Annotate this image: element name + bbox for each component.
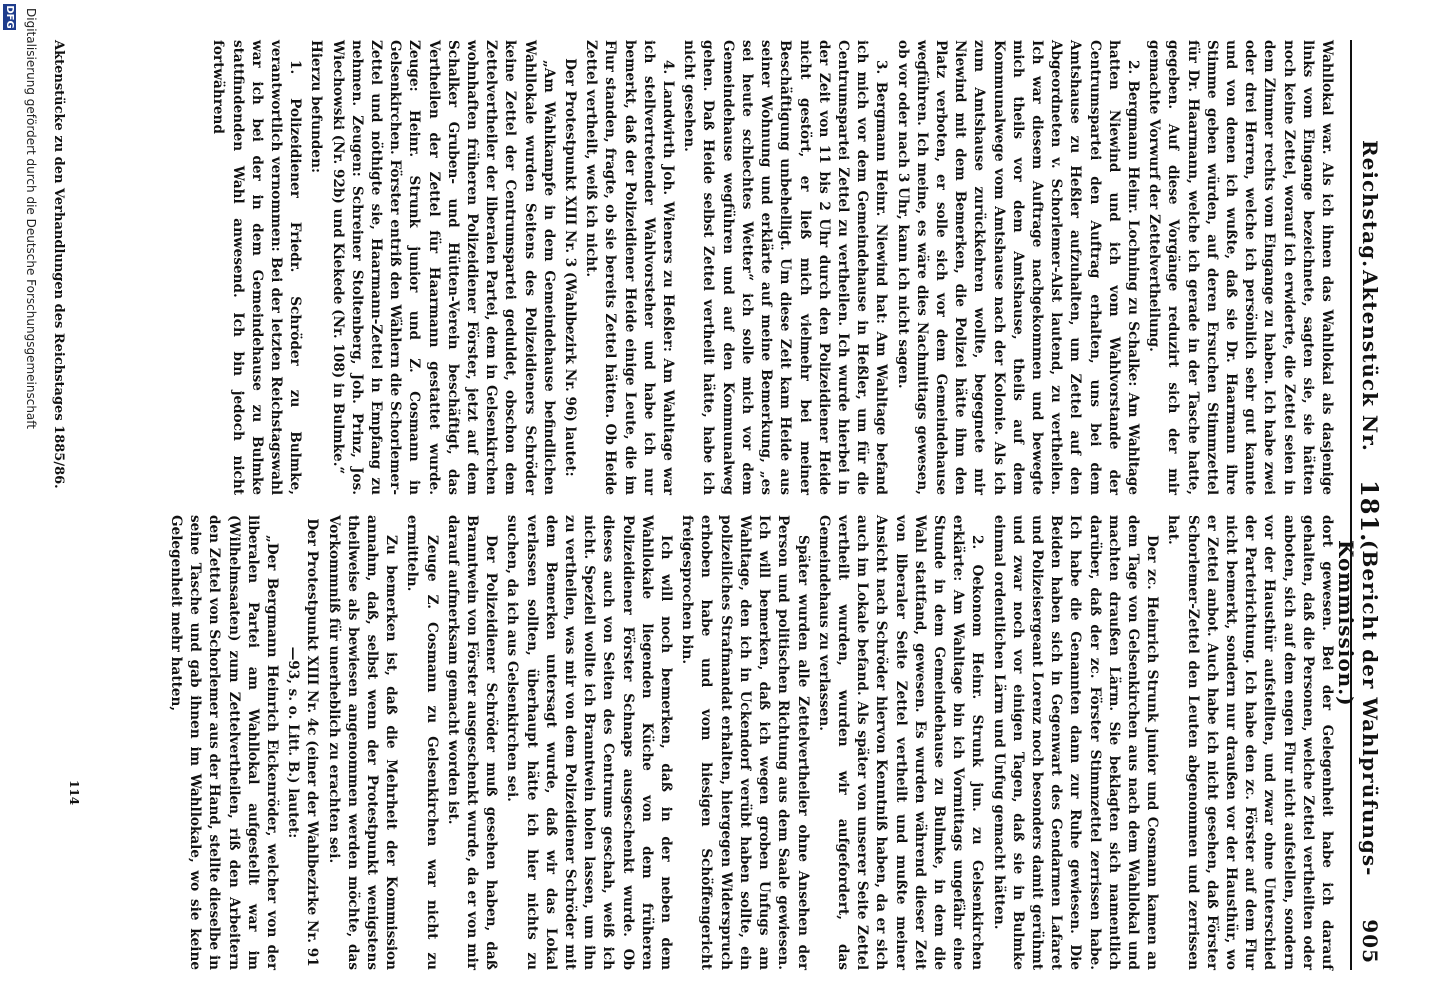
paragraph: Zu bemerken ist, daß die Mehrheit der Kommission annahm, daß, selbst wenn der Protestpunkt wenigstens theilweise als bewiesen angenommen werden möchte, das Vorkommniß für unerheblich zu erachten sei. [325,515,400,970]
right-column [164,515,1336,970]
digitization-credit: Digitalisierung gefördert durch die Deutsche Forschungsgemeinschaft [24,8,38,430]
protest-heading: Der Protestpunkt XIII Nr. 4c (einer der Wahlbezirke Nr. 91—93, s. o. Litt. B.) lautet: [285,518,321,967]
header-aktenstueck: Aktenstück Nr. [1358,270,1382,452]
left-column [206,40,1336,495]
header-number: 181. [1355,480,1384,543]
paragraph: 4. Landwirth Joh. Wieners zu Heßler: Am Wahltage war ich stellvertretender Wahlvorsteher und habe ich nur bemerkt, daß der Polizeidiener Heide einige Leute, die im Flur standen, fragte, ob sie bereits Zettel hätten. Ob Heide Zettel vertheilt, weiß ich nicht. [583,40,677,495]
dfg-logo-icon: DFG [4,5,15,29]
paragraph: 3. Bergmann Heinr. Niewind hat: Am Wahltage befand ich mich vor dem Gemeindehause in Heßler, um für die Centrumspartei Zettel zu vertheilen. Ich wurde hierbei in der Zeit von 11 bis 2 Uhr durch den Polizeidiener Heide nicht gestört, er ließ mich vielmehr bei meiner Beschäftigung unbehelligt. Um diese Zeit kam Heide aus seiner Wohnung und erklärte auf meine Bemerkung, „es sei heute schlechtes Wetter“ ich solle mich vor dem Gemeindehause wegführen und auf den Kommunalweg gehen. Daß Heide selbst Zettel vertheilt hätte, habe ich nicht gesehen. [681,40,890,495]
page-header [1334,40,1386,970]
paragraph: 1. Polizeidiener Friedr. Schröder zu Bulmke, verantwortlich vernommen: Bei der letzten Reichstagswahl war ich bei der in dem Gemeindehause zu Bulmke stattfindenden Wahl anwesend. Ich bin jedoch nicht fortwährend [210,40,304,495]
paragraph: 2. Bergmann Heinr. Lochning zu Schalke: Am Wahltage hatten Niewind und ich vom Wahlvorstande der Centrumspartei den Auftrag erhalten, uns bei dem Amtshause zu Heßler aufzuhalten, um Zettel auf den Abgeordneten v. Schorlemer-Alst lautend, zu vertheilen. Ich war diesem Auftrage nachgekommen und bewegte mich theils vor dem Amtshause, theils auf dem Kommunalwege vom Amtshause nach der Kolonie. Als ich zum Amtshause zurückkehren wollte, begegnete mir Niewind mit dem Bemerken, die Polizei hätte ihm den Platz verboten, er solle sich vor dem Gemeindehause wegführen. Ich meine, es wäre dies Nachmittags gewesen, ob vor oder nach 3 Uhr, kann ich nicht sagen. [894,40,1141,495]
paragraph: 2. Oekonom Heinr. Strunk jun. zu Gelsenkirchen erklärte: Am Wahltage bin ich Vormittags ungefähr eine Stunde in dem Gemeindehause zu Bulmke, in dem die Wahl stattfand, gewesen. Es wurden während dieser Zeit von liberaler Seite Zettel vertheilt und mußte meiner Ansicht nach Schröder hiervon Kenntniß haben, da er sich auch im Lokale befand. Als später von unserer Seite Zettel vertheilt wurden, wurden wir aufgefordert, das Gemeindehaus zu verlassen. [815,515,986,970]
header-reichstag: Reichstag. [1358,140,1382,269]
paragraph: Zeuge Z. Cosmann zu Gelsenkirchen war nicht zu ermitteln. [404,515,440,970]
footer-sheet-number: 114 [67,780,81,806]
paragraph: Hierzu befunden: [308,40,325,173]
paragraph: Wahllokal war. Als ich ihnen das Wahllokal als dasjenige links vom Eingange bezeichnete, sagten sie, sie hätten noch keine Zettel, worauf ich erwiderte, die Zettel seien in dem Zimmer rechts vom Eingange zu haben. Ich habe zwei oder drei Herren, welche ich persönlich sehr gut kannte und von denen ich wußte, daß sie Dr. Haarmann ihre Stimme geben würden, auf deren Ersuchen Stimmzettel für Dr. Haarmann, welche ich gerade in der Tasche hatte, gegeben. Auf diese Vorgänge reduzirt sich der mir gemachte Vorwurf der Zettelvertheilung. [1146,40,1335,495]
paragraph: „Der Bergmann Heinrich Eickenröder, welcher von der liberalen Partei am Wahllokal aufgestellt war im (Wilhelmsaaten) zum Zettelvertheilen, riß den Arbeitern den Zettel von Schorlemer aus der Hand, stellte dieselbe in seine Tasche und gab ihnen im Wahllokale, wo sie keine Gelegenheit mehr hatten, [168,515,281,970]
paragraph: Der zc. Heinrich Strunk junior und Cosmann kamen an dem Tage von Gelsenkirchen aus nach dem Wahllokal und machten draußen Lärm. Sie beklagten sich namentlich darüber, daß der zc. Förster Stimmzettel zerrissen habe. Ich habe die Genannten dann zur Ruhe gewiesen. Die Beiden haben sich in Gegenwart des Gendarmen Lafaret und Polizeisergeant Lorenz noch besonders damit gerühmt und zwar noch vor einigen Tagen, daß sie in Bulmke einmal ordentlichen Lärm und Unfug gemacht hätten. [990,515,1161,970]
protest-heading: Der Protestpunkt XIII Nr. 3 (Wahlbezirk Nr. 96) lautet: [562,58,579,477]
header-commission: (Bericht der Wahlprüfungs-Kommission.) [1334,540,1382,877]
paragraph: dort gewesen. Bei der Gelegenheit habe ich darauf gehalten, daß die Personen, welche Zettel vertheilten oder anboten, sich auf dem engen Flur nicht aufstellen, sondern vor der Hausthür aufstellten, und zwar ohne Unterschied der Parteirichtung. Ich habe den zc. Förster auf dem Flur nicht bemerkt, sondern nur draußen vor der Hausthür, wo er Zettel anbot. Auch habe ich nicht gesehen, daß Förster Schorlemer-Zettel den Leuten abgenommen und zerrissen hat. [1165,515,1335,970]
paragraph: „Am Wahlkampfe in dem Gemeindehause befindlichen Wahllokale wurden Seitens des Polizeidieners Schröder keine Zettel der Centrumspartei geduldet, obschon dem Zettelvertheiler der liberalen Partei, dem in Gelsenkirchen wohnhaften früheren Polizeidiener Förster, jetzt auf dem Schalker Gruben- und Hütten-Verein beschäftigt, das Vertheilen der Zettel für Haarmann gestattet wurde. Zeuge: Heinr. Strunk junior und Z. Cosmann in Gelsenkirchen. Förster entriß den Wählern die Schorlemer-Zettel und nöthigte sie, Haarmann-Zettel in Empfang zu nehmen. Zeugen: Schreiner Stoltenberg, Joh. Prinz, Jos. Wiechowski (Nr. 92b) und Kiekede (Nr. 108) in Bulmke.“ [329,40,557,495]
paragraph: Später wurden alle Zettelvertheiler ohne Ansehen der Person und politischen Richtung aus dem Saale gewiesen. Ich will bemerken, daß ich wegen groben Unfugs am Wahltage, den ich in Uckendorf verübt haben sollte, ein polizeiliches Strafmandat erhalten, hiergegen Widerspruch erhoben habe und vom hiesigen Schöffengericht freigesprochen bin. [679,515,811,970]
header-page-number: 905 [1358,919,1382,964]
paragraph: Der Polizeidiener Schröder muß gesehen haben, daß Branntwein von Förster ausgeschenkt wurde, da er von mir darauf aufmerksam gemacht worden ist. [444,515,500,970]
footer-note: Aktenstücke zu den Verhandlungen des Reichstages 1885/86. [51,40,66,489]
paragraph: Ich will noch bemerken, daß in der neben dem Wahllokale liegenden Küche von dem früheren Polizeidiener Förster Schnaps ausgeschenkt wurde. Ob dieses auch von Seiten des Centrums geschah, weiß ich nicht. Speziell wollte ich Branntwein holen lassen, um ihn zu vertheilen, was mir von dem Polizeidiener Schröder mit dem Bemerken untersagt wurde, daß wir das Lokal verlassen sollten, überhaupt hätte ich hier nichts zu suchen, da ich aus Gelsenkirchen sei. [504,515,675,970]
